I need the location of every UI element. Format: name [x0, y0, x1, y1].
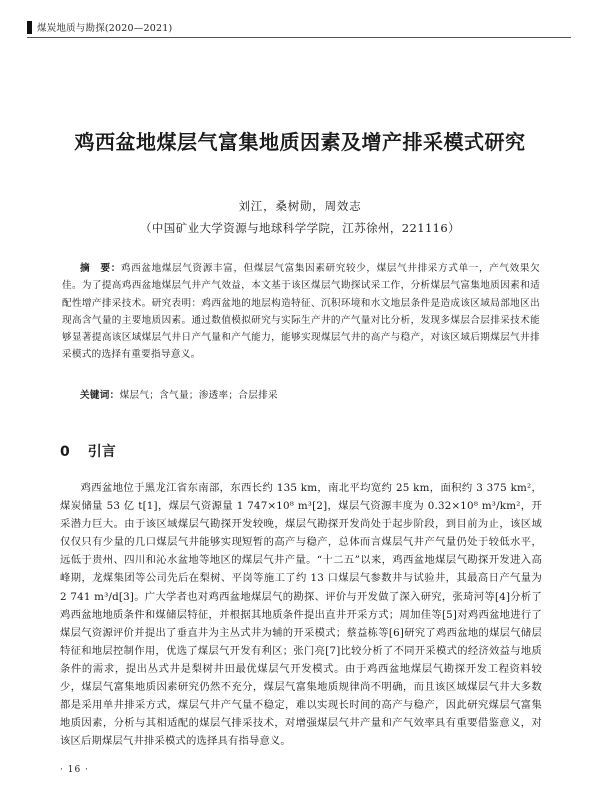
keywords-label: 关键词： [80, 390, 120, 401]
running-head [27, 20, 172, 34]
abstract-label: 摘 要： [80, 263, 121, 274]
author-affiliation: （中国矿业大学资源与地球科学学院，江苏徐州，221116） [140, 221, 460, 235]
running-head-text: 煤炭地质与勘探(2020—2021) [37, 23, 173, 34]
author-list: 刘江，桑树勋，周效志 [238, 199, 362, 213]
abstract [62, 260, 540, 364]
body-paragraph: 鸡西盆地位于黑龙江省东南部，东西长约 135 km，南北平均宽约 25 km，面积约 3 375 km²，煤炭储量 53 亿 t[1]，煤层气资源量 1 747×10⁸ m³[2]，煤层气资源丰度为 0.32×10⁸ m³/km²，开采潜力巨大。由于该区域煤层气勘探开发较晚，煤层气勘探开发尚处于起步阶段，到目前为止，该区域仅仅只有少量的几口煤层气井能够实现短暂的高产与稳产，总体而言煤层气井产气量仍处于较低水平，远低于贵州、四川和沁水盆地等地区的煤层气井产量。“十二五”以来，鸡西盆地煤层气勘探开发进入高峰期，龙煤集团等公司先后在梨树、平岗等施工了约 13 口煤层气参数井与试验井，其最高日产气量为 2 741 m³/d[3]。广大学者也对鸡西盆地煤层气的勘探、评价与开发做了深入研究，张琦河等[4]分析了鸡西盆地地质条件和煤储层特征，并根据其地质条件提出直井开采方式；周加佳等[5]对鸡西盆地进行了煤层气资源评价并提出了垂直井为主丛式井为辅的开采模式；蔡益栋等[6]研究了鸡西盆地的煤层气储层特征和地层控制作用，优选了煤层气开发有利区；张门亮[7]比较分析了不同开采模式的经济效益与地质条件的需求，提出丛式井是梨树井田最优煤层气开发模式。由于鸡西盆地煤层气勘探开发工程资料较少，煤层气富集地质因素研究仍然不充分，煤层气富集地质规律尚不明确，而且该区域煤层气井大多数都是采用单井排采方式，煤层气井产气量不稳定，难以实现长时间的高产与稳产，因此研究煤层气富集地质因素，分析与其相适配的煤层气排采技术，对增强煤层气井产量和产气效率具有重要借鉴意义，对该区后期煤层气井排采模式的选择具有指导意义。 [60, 482, 542, 748]
section-heading [60, 441, 116, 461]
section-number: 0 [60, 444, 70, 460]
running-head-marker [27, 21, 32, 34]
paper-title: 鸡西盆地煤层气富集地质因素及增产排采模式研究 [74, 130, 526, 154]
keywords-text: 煤层气；含气量；渗透率；合层排采 [119, 390, 278, 401]
abstract-text: 鸡西盆地煤层气资源丰富，但煤层气富集因素研究较少，煤层气井排采方式单一，产气效果欠佳。为了提高鸡西盆地煤层气井产气效益，本文基于该区煤层气勘探试采工作，分析煤层气富集地质因素和适配性增产排采技术。研究表明：鸡西盆地的地层构造特征、沉积环境和水文地层条件是造成该区域局部地区出现高含气量的主要地质因素。通过数值模拟研究与实际生产井的产气量对比分析，发现多煤层合层排采技术能够显著提高该区域煤层气井日产气量和产气能力，能够实现煤层气井的高产与稳产，对该区域后期煤层气井排采模式的选择有重要指导意义。 [62, 263, 540, 361]
header-rule [27, 37, 571, 38]
section-title: 引言 [87, 444, 116, 460]
page-number: · 16 · [60, 765, 89, 775]
keywords [62, 387, 540, 404]
